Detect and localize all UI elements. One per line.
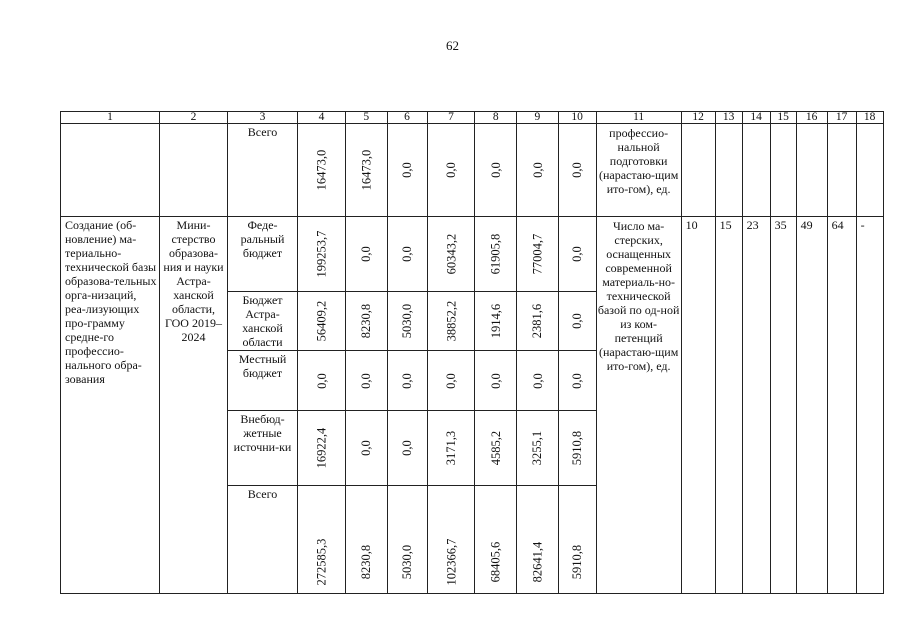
table-row bbox=[61, 124, 884, 217]
column-number: 15 bbox=[770, 112, 796, 124]
value-cell: 8230,8 bbox=[345, 292, 387, 351]
column-number: 11 bbox=[596, 112, 681, 124]
column-number: 17 bbox=[827, 112, 856, 124]
value-cell: 0,0 bbox=[427, 124, 475, 217]
value-cell: 5910,8 bbox=[558, 486, 596, 594]
column-number: 10 bbox=[558, 112, 596, 124]
value-cell: 5910,8 bbox=[558, 411, 596, 486]
value-cell: 2381,6 bbox=[517, 292, 559, 351]
value-cell: 272585,3 bbox=[298, 486, 346, 594]
column-number: 2 bbox=[160, 112, 228, 124]
value-cell: 56409,2 bbox=[298, 292, 346, 351]
value-cell: 0,0 bbox=[387, 351, 427, 411]
value-cell: 77004,7 bbox=[517, 217, 559, 292]
target-cell bbox=[681, 124, 715, 217]
value-cell: 3171,3 bbox=[427, 411, 475, 486]
target-cell bbox=[827, 124, 856, 217]
column-number: 6 bbox=[387, 112, 427, 124]
column-number: 18 bbox=[856, 112, 883, 124]
target-cell bbox=[856, 124, 883, 217]
column-number: 4 bbox=[298, 112, 346, 124]
target-cell: 64 bbox=[827, 217, 856, 594]
value-cell: 60343,2 bbox=[427, 217, 475, 292]
column-number: 8 bbox=[475, 112, 517, 124]
value-cell: 8230,8 bbox=[345, 486, 387, 594]
page-number: 62 bbox=[446, 38, 459, 53]
value-cell: 3255,1 bbox=[517, 411, 559, 486]
value-cell: 0,0 bbox=[298, 351, 346, 411]
target-cell bbox=[796, 124, 827, 217]
funding-source-cell: Всего bbox=[228, 124, 298, 217]
value-cell: 5030,0 bbox=[387, 292, 427, 351]
value-cell: 5030,0 bbox=[387, 486, 427, 594]
value-cell: 16922,4 bbox=[298, 411, 346, 486]
funding-source-cell: Всего bbox=[228, 486, 298, 594]
value-cell: 0,0 bbox=[558, 292, 596, 351]
target-cell: 15 bbox=[715, 217, 742, 594]
funding-source-cell: Местный бюджет bbox=[228, 351, 298, 411]
value-cell: 0,0 bbox=[427, 351, 475, 411]
indicator-cell: профессио-нальной подготовки (нарастаю-щим ито-гом), ед. bbox=[596, 124, 681, 217]
value-cell: 0,0 bbox=[345, 411, 387, 486]
column-number: 7 bbox=[427, 112, 475, 124]
target-cell bbox=[715, 124, 742, 217]
funding-source-cell: Феде-ральный бюджет bbox=[228, 217, 298, 292]
activity-name-cell bbox=[61, 124, 160, 217]
value-cell: 61905,8 bbox=[475, 217, 517, 292]
target-cell: 23 bbox=[742, 217, 770, 594]
funding-source-cell: Бюджет Астра-ханской области bbox=[228, 292, 298, 351]
value-cell: 102366,7 bbox=[427, 486, 475, 594]
value-cell: 0,0 bbox=[475, 351, 517, 411]
value-cell: 0,0 bbox=[558, 124, 596, 217]
value-cell: 38852,2 bbox=[427, 292, 475, 351]
value-cell: 0,0 bbox=[558, 351, 596, 411]
value-cell: 82641,4 bbox=[517, 486, 559, 594]
value-cell: 0,0 bbox=[345, 217, 387, 292]
column-number: 1 bbox=[61, 112, 160, 124]
column-number: 13 bbox=[715, 112, 742, 124]
value-cell: 0,0 bbox=[345, 351, 387, 411]
executor-cell bbox=[160, 124, 228, 217]
value-cell: 0,0 bbox=[517, 351, 559, 411]
value-cell: 0,0 bbox=[517, 124, 559, 217]
target-cell: 10 bbox=[681, 217, 715, 594]
column-number: 12 bbox=[681, 112, 715, 124]
value-cell: 0,0 bbox=[387, 124, 427, 217]
column-number: 3 bbox=[228, 112, 298, 124]
value-cell: 199253,7 bbox=[298, 217, 346, 292]
indicator-cell: Число ма-стерских, оснащенных современной материаль-но-технической базой по од-ной из ком-петенций (нарастаю-щим ито-гом), ед. bbox=[596, 217, 681, 594]
column-number-row bbox=[61, 112, 884, 124]
target-cell bbox=[770, 124, 796, 217]
value-cell: 0,0 bbox=[558, 217, 596, 292]
target-cell: 35 bbox=[770, 217, 796, 594]
target-cell: 49 bbox=[796, 217, 827, 594]
column-number: 16 bbox=[796, 112, 827, 124]
executor-cell: Мини-стерство образова-ния и науки Астра-ханской области, ГОО 2019–2024 bbox=[160, 217, 228, 594]
target-cell: - bbox=[856, 217, 883, 594]
column-number: 9 bbox=[517, 112, 559, 124]
value-cell: 0,0 bbox=[387, 217, 427, 292]
column-number: 14 bbox=[742, 112, 770, 124]
value-cell: 16473,0 bbox=[345, 124, 387, 217]
funding-source-cell: Внебюд-жетные источни-ки bbox=[228, 411, 298, 486]
value-cell: 0,0 bbox=[475, 124, 517, 217]
program-table bbox=[60, 111, 884, 594]
activity-name-cell: Создание (об-новление) ма-териально-технической базы образова-тельных орга-низаций, реа-лизующих про-грамму средне-го профессио-нального обра-зования bbox=[61, 217, 160, 594]
value-cell: 4585,2 bbox=[475, 411, 517, 486]
column-number: 5 bbox=[345, 112, 387, 124]
table-row bbox=[61, 217, 884, 292]
value-cell: 1914,6 bbox=[475, 292, 517, 351]
value-cell: 16473,0 bbox=[298, 124, 346, 217]
value-cell: 0,0 bbox=[387, 411, 427, 486]
target-cell bbox=[742, 124, 770, 217]
value-cell: 68405,6 bbox=[475, 486, 517, 594]
